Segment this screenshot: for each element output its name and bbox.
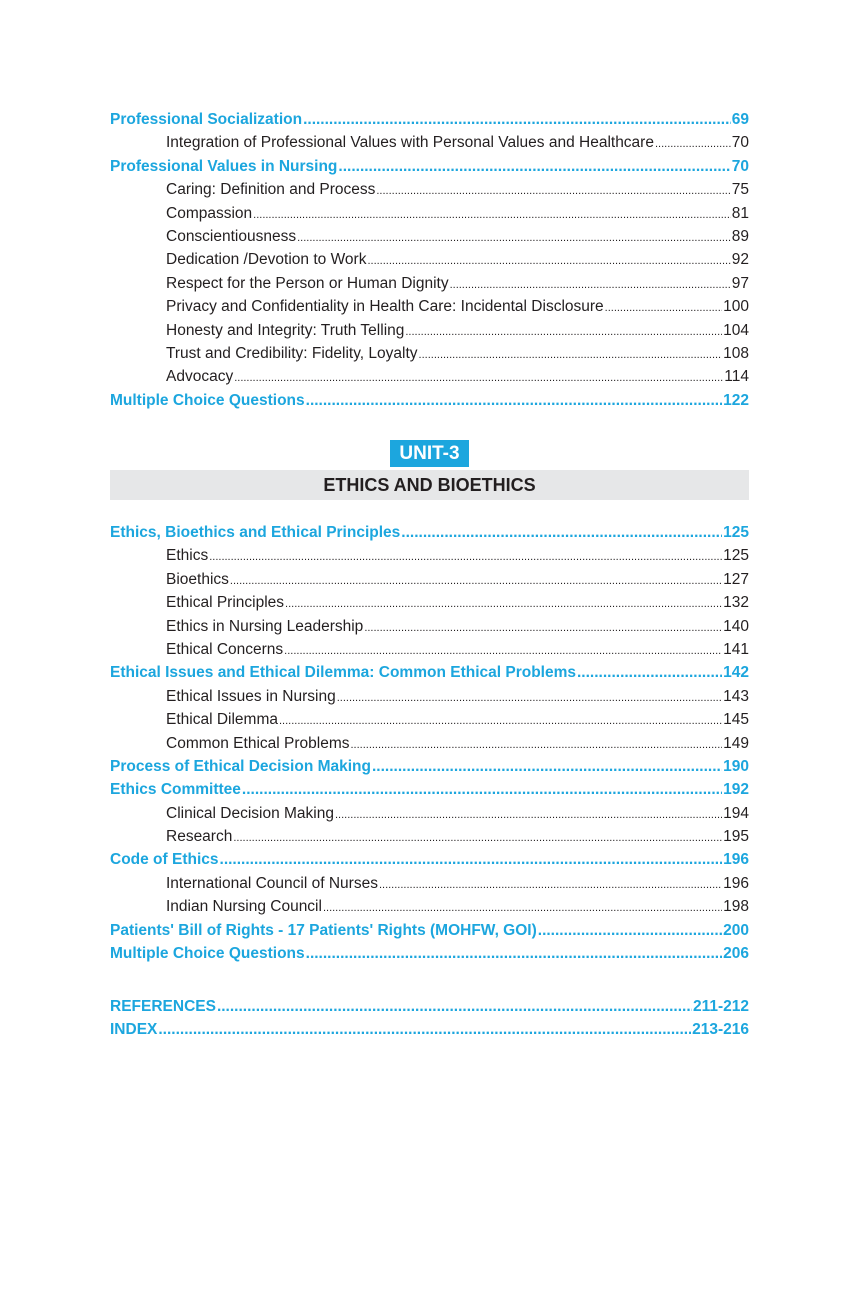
toc-entry-title: Ethical Dilemma <box>166 711 278 729</box>
toc-page-number: 195 <box>723 828 749 846</box>
toc-page-number: 213-216 <box>692 1021 749 1039</box>
toc-heading-row[interactable] <box>110 848 749 871</box>
toc-entry-title: Respect for the Person or Human Dignity <box>166 274 449 292</box>
toc-page-number: 125 <box>723 547 749 565</box>
toc-heading-row[interactable] <box>110 919 749 942</box>
dot-leader <box>306 389 722 412</box>
toc-page-number: 81 <box>731 204 749 222</box>
dot-leader <box>367 250 730 271</box>
unit-title-bar: ETHICS AND BIOETHICS <box>110 470 749 500</box>
toc-subentry-row[interactable] <box>110 638 749 661</box>
toc-page-number: 142 <box>723 664 749 682</box>
toc-subentry-row[interactable] <box>110 685 749 708</box>
dot-leader <box>230 570 722 591</box>
toc-subentry-row[interactable] <box>110 615 749 638</box>
toc-heading-row[interactable] <box>110 778 749 801</box>
toc-entry-title: Caring: Definition and Process <box>166 181 376 199</box>
toc-entry-title: Advocacy <box>166 368 234 386</box>
toc-entry-title: Conscientiousness <box>166 227 297 245</box>
toc-entry-title: Multiple Choice Questions <box>110 391 305 409</box>
toc-heading-row[interactable] <box>110 755 749 778</box>
toc-entry-title: Patients' Bill of Rights - 17 Patients' Rights (MOHFW, GOI) <box>110 921 537 939</box>
dot-leader <box>217 995 692 1018</box>
toc-heading-row[interactable] <box>110 661 749 684</box>
dot-leader <box>338 155 730 178</box>
toc-entry-title: Clinical Decision Making <box>166 804 334 822</box>
toc-subentry-row[interactable] <box>110 872 749 895</box>
toc-subentry-row[interactable] <box>110 248 749 271</box>
dot-leader <box>297 227 731 248</box>
toc-entry-title: Dedication /Devotion to Work <box>166 251 367 269</box>
toc-page-number: 122 <box>723 391 749 409</box>
toc-entry-title: Process of Ethical Decision Making <box>110 757 371 775</box>
toc-entry-title: Privacy and Confidentiality in Health Care: Incidental Disclosure <box>166 298 604 316</box>
toc-page-number: 104 <box>723 321 749 339</box>
toc-page-number: 75 <box>731 181 749 199</box>
toc-entry-title: Ethical Concerns <box>166 640 284 658</box>
toc-entry-title: Research <box>166 828 233 846</box>
dot-leader <box>655 133 731 154</box>
toc-heading-row[interactable] <box>110 995 749 1018</box>
dot-leader <box>350 734 722 755</box>
dot-leader <box>401 521 722 544</box>
dot-leader <box>158 1018 691 1041</box>
toc-page-number: 211-212 <box>692 998 749 1015</box>
toc-entry-title: Ethical Principles <box>166 594 285 612</box>
dot-leader <box>284 640 722 661</box>
toc-page-number: 114 <box>724 368 749 386</box>
toc-entry-title: Indian Nursing Council <box>166 898 322 916</box>
dot-leader <box>220 848 723 871</box>
toc-page-number: 132 <box>723 594 749 612</box>
toc-heading-row[interactable] <box>110 155 749 178</box>
toc-page-number: 198 <box>723 898 749 916</box>
dot-leader <box>306 942 722 965</box>
toc-subentry-row[interactable] <box>110 225 749 248</box>
toc-page-number: 196 <box>723 874 749 892</box>
toc-entry-title: Ethics in Nursing Leadership <box>166 617 364 635</box>
toc-entry-title: International Council of Nurses <box>166 874 378 892</box>
toc-entry-title: Trust and Credibility: Fidelity, Loyalty <box>166 344 418 362</box>
dot-leader <box>364 617 722 638</box>
toc-page-number: 97 <box>731 274 749 292</box>
toc-subentry-row[interactable] <box>110 802 749 825</box>
toc-subentry-row[interactable] <box>110 342 749 365</box>
unit-badge-wrap <box>110 440 749 467</box>
toc-page-number: 125 <box>723 524 749 541</box>
toc-subentry-row[interactable] <box>110 825 749 848</box>
toc-entry-title: Ethics Committee <box>110 781 241 799</box>
toc-entry-title: Professional Socialization <box>110 111 303 128</box>
toc-entry-title: Ethics, Bioethics and Ethical Principles <box>110 524 401 541</box>
dot-leader <box>372 755 722 778</box>
unit-badge: UNIT-3 <box>390 440 468 467</box>
toc-subentry-row[interactable] <box>110 178 749 201</box>
toc-page-number: 70 <box>731 157 749 175</box>
toc-page-number: 196 <box>723 851 749 869</box>
dot-leader <box>253 204 731 225</box>
toc-subentry-row[interactable] <box>110 319 749 342</box>
dot-leader <box>335 804 722 825</box>
dot-leader <box>303 108 731 131</box>
toc-heading-row[interactable] <box>110 942 749 965</box>
dot-leader <box>233 827 722 848</box>
dot-leader <box>337 687 722 708</box>
toc-page-number: 108 <box>723 344 749 362</box>
dot-leader <box>577 661 722 684</box>
toc-subentry-row[interactable] <box>110 708 749 731</box>
toc-page-number: 127 <box>723 570 749 588</box>
toc-page-number: 92 <box>731 251 749 269</box>
toc-page-number: 200 <box>723 921 749 939</box>
toc-subentry-row[interactable] <box>110 568 749 591</box>
toc-entry-title: REFERENCES <box>110 998 216 1015</box>
toc-entry-title: Ethics <box>166 547 209 565</box>
toc-block-backmatter <box>110 995 749 1042</box>
toc-page-number: 194 <box>723 804 749 822</box>
toc-subentry-row[interactable] <box>110 131 749 154</box>
toc-entry-title: Honesty and Integrity: Truth Telling <box>166 321 405 339</box>
toc-subentry-row[interactable] <box>110 544 749 567</box>
toc-entry-title: Ethical Issues in Nursing <box>166 687 336 705</box>
toc-page-number: 89 <box>731 227 749 245</box>
toc-page-number: 149 <box>723 734 749 752</box>
toc-entry-title: Common Ethical Problems <box>166 734 350 752</box>
dot-leader <box>376 180 730 201</box>
toc-entry-title: Ethical Issues and Ethical Dilemma: Common Ethical Problems <box>110 664 576 682</box>
toc-subentry-row[interactable] <box>110 272 749 295</box>
toc-entry-title: Integration of Professional Values with Personal Values and Healthcare <box>166 134 654 152</box>
toc-entry-title: Professional Values in Nursing <box>110 157 338 175</box>
dot-leader <box>279 710 722 731</box>
toc-page-number: 190 <box>723 757 749 775</box>
toc-entry-title: INDEX <box>110 1021 158 1039</box>
dot-leader <box>605 297 722 318</box>
dot-leader <box>379 874 722 895</box>
dot-leader <box>209 546 722 567</box>
toc-heading-row[interactable] <box>110 108 749 131</box>
toc-subentry-row[interactable] <box>110 202 749 225</box>
toc-heading-row[interactable] <box>110 389 749 412</box>
toc-page-number: 100 <box>723 298 749 316</box>
toc-page-number: 192 <box>723 781 749 799</box>
toc-page-number: 141 <box>723 640 749 658</box>
toc-page-number: 145 <box>723 711 749 729</box>
toc-block-unit3 <box>110 521 749 965</box>
toc-subentry-row[interactable] <box>110 732 749 755</box>
dot-leader <box>538 919 722 942</box>
toc-page-number: 70 <box>731 134 749 152</box>
dot-leader <box>323 897 722 918</box>
toc-subentry-row[interactable] <box>110 295 749 318</box>
toc-page-number: 206 <box>723 945 749 963</box>
toc-block-unit2 <box>110 108 749 412</box>
toc-page-number: 140 <box>723 617 749 635</box>
toc-page-number: 69 <box>731 111 749 128</box>
toc-page-number: 143 <box>723 687 749 705</box>
toc-subentry-row[interactable] <box>110 591 749 614</box>
dot-leader <box>450 274 731 295</box>
dot-leader <box>242 778 722 801</box>
toc-entry-title: Compassion <box>166 204 253 222</box>
dot-leader <box>234 367 723 388</box>
toc-heading-row[interactable] <box>110 521 749 544</box>
toc-subentry-row[interactable] <box>110 895 749 918</box>
toc-subentry-row[interactable] <box>110 365 749 388</box>
toc-entry-title: Code of Ethics <box>110 851 219 869</box>
toc-entry-title: Bioethics <box>166 570 229 588</box>
dot-leader <box>419 344 723 365</box>
dot-leader <box>405 321 722 342</box>
toc-heading-row[interactable] <box>110 1018 749 1041</box>
toc-entry-title: Multiple Choice Questions <box>110 945 305 963</box>
dot-leader <box>285 593 722 614</box>
